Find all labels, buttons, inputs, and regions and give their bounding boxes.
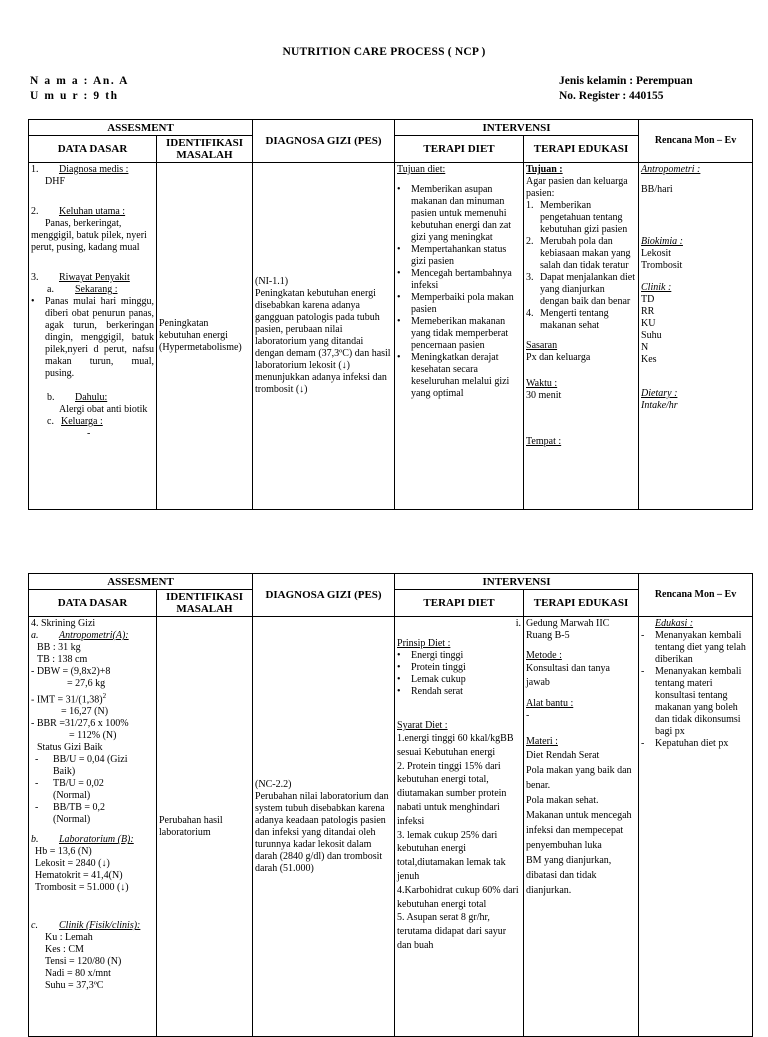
tujuan-edukasi-item: Dapat menjalankan diet yang dianjurkan dengan baik dan benar bbox=[540, 272, 635, 307]
data-dasar-header: DATA DASAR bbox=[29, 136, 157, 163]
tempat-label: Tempat : bbox=[526, 436, 562, 447]
bullet-icon: • bbox=[397, 662, 401, 673]
edukasi-label: Edukasi : bbox=[655, 618, 694, 629]
bullet-icon: • bbox=[397, 184, 401, 195]
dahulu-value: Alergi obat anti biotik bbox=[59, 404, 148, 415]
bullet-icon: • bbox=[397, 268, 401, 279]
patient-info-left bbox=[30, 74, 129, 104]
antropometri-label: Antropometri(A): bbox=[59, 630, 129, 641]
assessment-header: ASSESMENT bbox=[29, 120, 253, 136]
clinic-value: Kes : CM bbox=[45, 944, 84, 956]
identifikasi-header: IDENTIFIKASI MASALAH bbox=[157, 590, 253, 617]
tujuan-edukasi-item: Merubah pola dan kebiasaan makan yang salah dan tidak teratur bbox=[540, 236, 631, 271]
ncp-table-1 bbox=[28, 119, 753, 510]
status-gizi: Status Gizi Baik bbox=[37, 742, 103, 754]
bullet-icon: • bbox=[31, 296, 35, 307]
dahulu-label: Dahulu: bbox=[75, 392, 108, 403]
skrining-gizi-heading: 4. Skrining Gizi bbox=[31, 618, 96, 629]
sub-item-letter: b. bbox=[47, 392, 55, 403]
ncp-table-2 bbox=[28, 573, 753, 1037]
identifikasi-text: Peningkatan kebutuhan energi (Hypermetabolisme) bbox=[159, 318, 242, 353]
antropometri-value: BB/hari bbox=[641, 184, 673, 195]
bullet-icon: • bbox=[397, 352, 401, 363]
terapi-diet-header: TERAPI DIET bbox=[395, 590, 524, 617]
tujuan-edukasi-item: Memberikan pengetahuan tentang kebutuhan gizi pasien bbox=[540, 200, 628, 235]
klinik-value: KU bbox=[641, 318, 656, 329]
diagnosa-medis-value: DHF bbox=[45, 176, 66, 187]
prinsip-diet-item: Rendah serat bbox=[411, 686, 463, 697]
metode-text: Konsultasi dan tanya jawab bbox=[526, 663, 613, 688]
diagnosa-code: (NC-2.2) bbox=[255, 778, 292, 790]
patient-register: No. Register : 440155 bbox=[559, 90, 664, 102]
document-title: NUTRITION CARE PROCESS ( NCP ) bbox=[282, 46, 486, 58]
riwayat-penyakit-label: Riwayat Penyakit bbox=[59, 272, 130, 283]
sub-item-letter: a. bbox=[31, 630, 39, 641]
waktu-label: Waktu : bbox=[526, 378, 558, 389]
diagnosa-cell bbox=[253, 617, 395, 1037]
diagnosa-header: DIAGNOSA GIZI (PES) bbox=[253, 120, 395, 163]
rencana-header: Rencana Mon – Ev bbox=[639, 120, 753, 163]
keluhan-utama-label: Keluhan utama : bbox=[59, 206, 126, 217]
ratio-cont: (Normal) bbox=[53, 790, 91, 802]
item-number: 1. bbox=[526, 200, 534, 211]
rencana-cell bbox=[639, 163, 753, 510]
clinic-value: Ku : Lemah bbox=[45, 932, 93, 944]
edukasi-item: Kepatuhan diet px bbox=[655, 738, 729, 749]
ratio-line: BB/U = 0,04 (Gizi bbox=[53, 754, 128, 766]
klinik-value: Kes bbox=[641, 354, 657, 365]
biokimia-value: Trombosit bbox=[641, 260, 683, 271]
item-number: i. bbox=[515, 618, 522, 629]
item-number: 3. bbox=[31, 272, 39, 283]
clinik-label: Clinik (Fisik/clinis): bbox=[59, 920, 141, 932]
klinik-value: Suhu bbox=[641, 330, 662, 341]
alat-bantu-text: - bbox=[526, 710, 530, 721]
dash-icon: - bbox=[641, 666, 645, 677]
bullet-icon: • bbox=[397, 686, 401, 697]
rencana-header: Rencana Mon – Ev bbox=[639, 574, 753, 617]
terapi-edukasi-cell bbox=[524, 617, 639, 1037]
dbw-result: = 27,6 kg bbox=[67, 678, 106, 689]
intervensi-header: INTERVENSI bbox=[395, 574, 639, 590]
dbw-line: - DBW = (9,8x2)+8 bbox=[31, 666, 111, 677]
diagnosa-cell bbox=[253, 163, 395, 510]
lab-value: Lekosit = 2840 (↓) bbox=[35, 858, 110, 870]
alat-bantu-label: Alat bantu : bbox=[526, 698, 574, 709]
klinik-value: TD bbox=[641, 294, 655, 305]
dietary-label: Dietary : bbox=[641, 388, 678, 399]
sekarang-label: Sekarang : bbox=[75, 284, 118, 295]
intervensi-header: INTERVENSI bbox=[395, 120, 639, 136]
diagnosa-medis-label: Diagnosa medis : bbox=[59, 164, 129, 175]
patient-gender: Jenis kelamin : Perempuan bbox=[559, 75, 693, 87]
patient-info-right bbox=[559, 74, 693, 104]
lab-value: Hb = 13,6 (N) bbox=[35, 846, 92, 858]
laboratorium-label: Laboratorium (B): bbox=[59, 834, 134, 846]
biokimia-value: Lekosit bbox=[641, 248, 672, 259]
terapi-diet-header: TERAPI DIET bbox=[395, 136, 524, 163]
dietary-value: Intake/hr bbox=[641, 400, 678, 411]
prinsip-diet-item: Protein tinggi bbox=[411, 662, 466, 673]
sub-item-letter: b. bbox=[31, 834, 39, 846]
identifikasi-cell bbox=[157, 163, 253, 510]
terapi-diet-cell bbox=[395, 617, 524, 1037]
prinsip-diet-label: Prinsip Diet : bbox=[397, 638, 451, 649]
bullet-icon: • bbox=[397, 292, 401, 303]
clinic-value: Suhu = 37,3ºC bbox=[45, 980, 104, 992]
dash-icon: - bbox=[35, 754, 39, 766]
identifikasi-text: Perubahan hasil laboratorium bbox=[159, 814, 226, 838]
item-number: 4. bbox=[526, 308, 534, 319]
waktu-text: 30 menit bbox=[526, 390, 562, 401]
bbr-result: = 112% (N) bbox=[69, 730, 117, 742]
clinic-value: Nadi = 80 x/mnt bbox=[45, 968, 111, 980]
tujuan-diet-item: Memeberikan makanan yang tidak memperberat pencernaan pasien bbox=[411, 316, 509, 351]
antropometri-label: Antropometri : bbox=[641, 164, 701, 175]
terapi-edukasi-header: TERAPI EDUKASI bbox=[524, 136, 639, 163]
sasaran-text: Px dan keluarga bbox=[526, 352, 591, 363]
data-dasar-cell bbox=[29, 163, 157, 510]
edukasi-item: Menanyakan kembali tentang materi konsultasi tentang makanan yang boleh dan tidak dikonsumsi bagi px bbox=[655, 666, 742, 737]
keluarga-value: - bbox=[87, 428, 91, 439]
sub-item-letter: c. bbox=[47, 416, 54, 427]
tujuan-diet-item: Memperbaiki pola makan pasien bbox=[411, 292, 514, 315]
diagnosa-header: DIAGNOSA GIZI (PES) bbox=[253, 574, 395, 617]
identifikasi-header: IDENTIFIKASI MASALAH bbox=[157, 136, 253, 163]
item-number: 1. bbox=[31, 164, 39, 175]
ratio-cont: Baik) bbox=[53, 766, 76, 778]
data-dasar-header: DATA DASAR bbox=[29, 590, 157, 617]
item-number: 2. bbox=[31, 206, 39, 217]
syarat-diet-text: 1.energi tinggi 60 kkal/kgBB sesuai Kebutuhan energi 2. Protein tinggi 15% dari kebutuhan energi total, diutamakan sumber protein nabati untuk menghindari infeksi 3. lemak cukup 25% dari kebutuhan energi total,diutamakan lemak tak jenuh 4.Karbohidrat cukup 60% dari kebutuhan energi total 5. Asupan serat 8 gr/hr, terutama didapat dari sayur dan buah bbox=[397, 733, 519, 951]
identifikasi-cell bbox=[157, 617, 253, 1037]
bbr-line: - BBR =31/27,6 x 100% bbox=[31, 718, 129, 730]
tujuan-diet-item: Memberikan asupan makanan dan minuman pasien untuk memenuhi kebutuhan energi dan zat gizi yang meningkat bbox=[411, 184, 512, 243]
terapi-diet-cell bbox=[395, 163, 524, 510]
item-number: 3. bbox=[526, 272, 534, 283]
materi-text: Diet Rendah Serat Pola makan yang baik dan benar. Pola makan sehat. Makanan untuk mencegah infeksi dan mempecepat penyembuhan luka BM yang dianjurkan, dibatasi dan tidak dianjurkan. bbox=[526, 750, 632, 896]
bullet-icon: • bbox=[397, 316, 401, 327]
klinik-label: Clinik : bbox=[641, 282, 672, 293]
bullet-icon: • bbox=[397, 650, 401, 661]
biokimia-label: Biokimia : bbox=[641, 236, 683, 247]
patient-name: N a m a : An. A bbox=[30, 75, 130, 87]
edukasi-item: Menanyakan kembali tentang diet yang telah diberikan bbox=[655, 630, 746, 665]
terapi-edukasi-cell bbox=[524, 163, 639, 510]
data-dasar-cell bbox=[29, 617, 157, 1037]
klinik-value: N bbox=[641, 342, 649, 353]
ratio-line: BB/TB = 0,2 bbox=[53, 802, 106, 814]
keluarga-label: Keluarga : bbox=[61, 416, 103, 427]
imt-line: - IMT = $31/(1,38)^2$ bbox=[31, 692, 107, 706]
lab-value: Trombosit = 51.000 (↓) bbox=[35, 882, 129, 894]
tujuan-diet-item: Mencegah bertambahnya infeksi bbox=[411, 268, 512, 291]
item-number: 2. bbox=[526, 236, 534, 247]
bullet-icon: • bbox=[397, 674, 401, 685]
sub-item-letter: c. bbox=[31, 920, 38, 932]
prinsip-diet-item: Lemak cukup bbox=[411, 674, 466, 685]
dash-icon: - bbox=[35, 778, 39, 790]
metode-label: Metode : bbox=[526, 650, 562, 661]
sub-item-letter: a. bbox=[47, 284, 54, 295]
bullet-icon: • bbox=[397, 244, 401, 255]
bb-value: BB : 31 kg bbox=[37, 642, 81, 653]
tujuan-edukasi-label: Tujuan : bbox=[526, 164, 563, 175]
rencana-cell bbox=[639, 617, 753, 1037]
tempat-value: Gedung Marwah IIC Ruang B-5 bbox=[526, 618, 612, 641]
klinik-value: RR bbox=[641, 306, 655, 317]
dash-icon: - bbox=[641, 738, 645, 749]
ratio-line: TB/U = 0,02 bbox=[53, 778, 104, 790]
diagnosa-text: Perubahan nilai laboratorium dan system tubuh disebabkan karena adanya keadaan patologis pasien dan infeksi yang ditandai oleh turunnya kadar lekosit dalam darah (2840 g/dl) dan trombosit darah (51.000) bbox=[255, 790, 392, 874]
tb-value: TB : 138 cm bbox=[37, 654, 88, 665]
tujuan-diet-label: Tujuan diet: bbox=[397, 164, 446, 175]
syarat-diet-label: Syarat Diet : bbox=[397, 720, 448, 731]
tujuan-edukasi-item: Mengerti tentang makanan sehat bbox=[540, 308, 609, 331]
diagnosa-text: Peningkatan kebutuhan energi disebabkan karena adanya gangguan patologis pada tubuh pasien, perubaan nilai laboratorium yang ditandai dengan demam (37,3ºC) dan hasil laboratorium lekosit (↓) menunjukkan adanya infeksi dan trombosit (↓) bbox=[255, 288, 394, 395]
tujuan-diet-item: Mempertahankan status gizi pasien bbox=[411, 244, 507, 267]
assessment-header: ASSESMENT bbox=[29, 574, 253, 590]
dash-icon: - bbox=[35, 802, 39, 814]
sekarang-value: Panas mulai hari minggu, diberi obat penurun panas, agak turun, berkeringan dingin, menggigil, batuk pilek,nyeri d perut, nafsu makan turun, mual, pusing. bbox=[45, 296, 154, 379]
clinic-value: Tensi = 120/80 (N) bbox=[45, 956, 122, 968]
materi-label: Materi : bbox=[526, 736, 558, 747]
diagnosa-code: (NI-1.1) bbox=[255, 276, 289, 287]
keluhan-utama-value: Panas, berkeringat, menggigil, batuk pilek, nyeri perut, pusing, kadang mual bbox=[31, 218, 150, 253]
lab-value: Hematokrit = 41,4(N) bbox=[35, 870, 123, 882]
tujuan-diet-item: Meningkatkan derajat kesehatan secara keseluruhan melalui gizi yang optimal bbox=[411, 352, 510, 399]
ratio-cont: (Normal) bbox=[53, 814, 91, 826]
patient-age: U m u r : 9 th bbox=[30, 90, 119, 102]
terapi-edukasi-header: TERAPI EDUKASI bbox=[524, 590, 639, 617]
imt-result: = 16,27 (N) bbox=[61, 706, 109, 718]
sasaran-label: Sasaran bbox=[526, 340, 558, 351]
prinsip-diet-item: Energi tinggi bbox=[411, 650, 464, 661]
tujuan-edukasi-text: Agar pasien dan keluarga pasien: bbox=[526, 176, 631, 199]
dash-icon: - bbox=[641, 630, 645, 641]
